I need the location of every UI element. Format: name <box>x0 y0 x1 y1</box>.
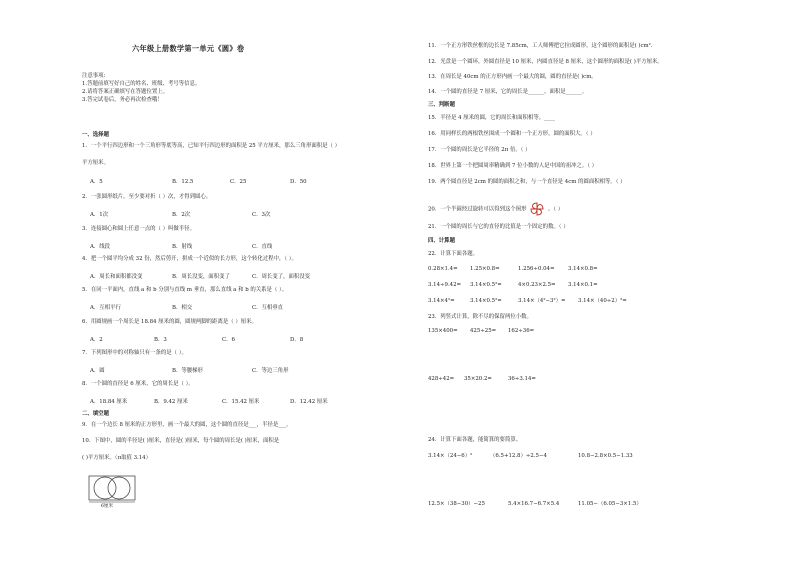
vertical-calc-item: 135×400= <box>428 328 458 334</box>
section-heading-fill: 二、填空题 <box>82 411 109 417</box>
question-5: 5．在同一平面内，直线 a 和 b 分别与直线 m 垂直，那么直线 a 和 b 的关系是（ ）。 <box>82 287 288 293</box>
option: C．直线 <box>252 244 273 250</box>
option: C．15.42 厘米 <box>222 399 260 405</box>
question-20-text: 20．一个半圆经过旋转可以得到这个图形 <box>428 206 527 213</box>
simplify-item: 12.5×（38−30）−25 <box>428 501 485 507</box>
calc-item: 1.256÷0.04= <box>518 266 555 272</box>
calc-item: 3.14×0.1= <box>568 282 598 288</box>
option: B．3 <box>154 337 167 343</box>
question-11: 11．一个正方形铁丝框的边长是 7.85cm，工人师傅把它拉成圆形，这个圆形的面积是( )cm². <box>428 43 653 49</box>
question-24: 24．计算下面各题，能简算的要简算。 <box>428 437 522 443</box>
simplify-item: 10.8−2.8×0.5−1.33 <box>578 453 633 459</box>
question-1-continued: 平方厘米。 <box>82 160 109 166</box>
calc-item: 0.28×1.4= <box>428 266 458 272</box>
option: D．8 <box>290 337 304 343</box>
question-7: 7．下列图形中的对称轴只有一条的是（ ）。 <box>82 350 187 356</box>
vertical-calc-item: 36÷3.14= <box>508 376 536 382</box>
notice-item: 1.答题前填写好自己的姓名、班级、考号等信息。 <box>82 81 201 87</box>
question-19: 19．两个圆直径是 2cm 的圆的面积之和，与一个直径是 4cm 的圆面积相等。（ ） <box>428 179 626 185</box>
option: C．25 <box>230 179 247 185</box>
question-14: 14．一个圆的直径是 7 厘米，它的周长是______，面积是______。 <box>428 89 588 95</box>
vertical-calc-item: 35×20.2= <box>464 376 492 382</box>
flower-icon <box>528 200 546 218</box>
vertical-calc-item: 428÷42= <box>428 376 455 382</box>
question-13: 13．在周长是 40cm 的正方形内画一个最大的圆，圆的直径是( )cm。 <box>428 74 597 80</box>
question-18: 18．世界上第一个把圆周率精确到 7 位小数的人是中国的祖冲之。（ ） <box>428 163 598 169</box>
simplify-item: 3.14×（24−6）² <box>428 453 473 459</box>
option: D．12.42 厘米 <box>290 399 328 405</box>
question-6: 6．用圆规画一个周长是 18.84 厘米的圆，圆规两脚的距离是（ ）厘米。 <box>82 319 257 325</box>
option: C．等边三角形 <box>252 368 289 374</box>
option: A．互相平行 <box>90 305 121 311</box>
option: C．6 <box>222 337 235 343</box>
option: B．周长没变，面积变了 <box>172 274 230 280</box>
question-3: 3．连接圆心和圆上任意一点的（ ）叫做半径。 <box>82 226 195 232</box>
simplify-item: （6.5+12.8）÷2.5−4 <box>490 453 547 459</box>
figure-length-label: 6厘米 <box>101 504 114 509</box>
question-15: 15．半径是 4 厘米的圆，它的周长和面积相等。____ <box>428 115 555 121</box>
question-16: 16．用同样长的两根铁丝围成一个圆和一个正方形，圆的面积大。（ ） <box>428 131 596 137</box>
option: B．相交 <box>172 305 193 311</box>
option: C．互相垂直 <box>252 305 284 311</box>
question-20 <box>428 200 563 218</box>
calc-item: 3.14×0.5²= <box>470 298 502 304</box>
question-23: 23．列竖式计算，除不尽的保留两位小数。 <box>428 314 532 320</box>
option: A．5 <box>90 179 103 185</box>
two-circles-figure <box>88 475 138 513</box>
calc-item: 3.14×4²= <box>428 298 455 304</box>
notice-item: 2.请将答案正确填写在答题位置上。 <box>82 89 169 95</box>
question-20-tail: 。（ ） <box>547 206 564 213</box>
option: A．圆 <box>90 368 105 374</box>
question-4: 4．把一个圆平均分成 32 份，然后剪开，拼成一个近似的长方形，这个转化过程中，（ ）。 <box>82 256 297 262</box>
option: A．周长和面积都没变 <box>90 274 143 280</box>
option: B．12.5 <box>172 179 194 185</box>
page-title: 六年级上册数学第一单元《圆》卷 <box>132 44 245 53</box>
calc-item: 3.14×0.5²= <box>470 282 502 288</box>
simplify-item: 5.4×16.7−6.7×5.4 <box>508 501 560 507</box>
section-heading-judge: 三、判断题 <box>428 102 455 108</box>
option: C．3次 <box>252 212 271 218</box>
option: B．射线 <box>172 244 193 250</box>
calc-item: 4×0.23×2.5= <box>518 282 556 288</box>
notice-item: 3.答完试卷后，务必再次检查哦！ <box>82 97 163 103</box>
vertical-calc-item: 425÷25= <box>470 328 497 334</box>
option: C．周长变了，面积没变 <box>252 274 311 280</box>
option: D．50 <box>290 179 307 185</box>
question-21: 21．一个圆的周长与它的直径的比值是一个固定的数。（ ） <box>428 224 569 230</box>
question-12: 12．光盘是一个圆环，外圆直径是 10 厘米，内圆直径是 8 厘米，这个圆形的面积是( )平方厘米。 <box>428 59 663 65</box>
option: A．2 <box>90 337 103 343</box>
calc-item: 3.14×0.8= <box>568 266 598 272</box>
question-2: 2．一张圆形纸片，至少要对折（ ）次，才得到圆心。 <box>82 194 212 200</box>
calc-item: 3.14÷9.42= <box>428 282 462 288</box>
question-22: 22．计算下面各题。 <box>428 251 478 257</box>
question-8: 8．一个圆的直径是 6 厘米，它的周长是（ ）。 <box>82 381 194 387</box>
option: B．9.42 厘米 <box>154 399 188 405</box>
question-10: 10．下图中，圆的半径是( )厘米，直径是( )厘米，每个圆的周长是( )厘米，面积是 <box>82 438 280 444</box>
question-10-continued: ( )平方厘米。（π取值 3.14） <box>82 455 151 461</box>
notice-heading: 注意事项: <box>82 73 106 79</box>
option: B．2次 <box>172 212 191 218</box>
option: A．18.84 厘米 <box>90 399 128 405</box>
simplify-item: 11.05−（6.05−3×1.5） <box>578 501 642 507</box>
option: A．线段 <box>90 244 111 250</box>
calc-item: 3.14×（4²−3²）= <box>518 298 566 304</box>
option: A．1次 <box>90 212 109 218</box>
calc-item: 1.25×0.8= <box>470 266 500 272</box>
section-heading-calc: 四、计算题 <box>428 238 455 244</box>
question-9: 9．在一个边长 8 厘米的正方形里，画一个最大的圆，这个圆的直径是___，半径是___。 <box>82 422 292 428</box>
option: B．等腰梯形 <box>172 368 203 374</box>
calc-item: 3.14×（40÷2）²= <box>578 298 627 304</box>
question-17: 17．一个圆的周长是它半径的 2π 倍。（ ） <box>428 147 531 153</box>
section-heading-choice: 一、选择题 <box>82 132 109 138</box>
vertical-calc-item: 162÷36= <box>508 328 535 334</box>
question-1: 1．一个平行四边形和一个三角形等底等高，已知平行四边形的面积是 25 平方厘米，那么三角形面积是（ ） <box>82 143 341 149</box>
